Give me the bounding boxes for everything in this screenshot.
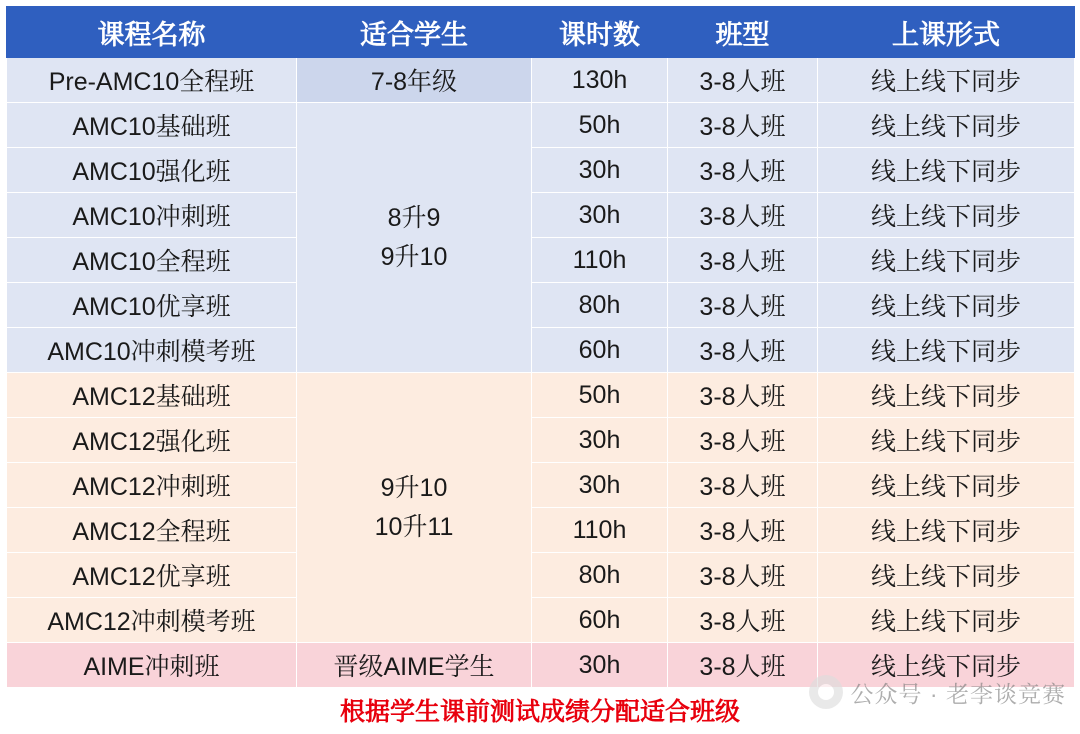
- cell-class-hours: 30h: [532, 148, 668, 193]
- students-line-2: 9升10: [380, 242, 448, 271]
- cell-class-type: 3-8人班: [668, 283, 818, 328]
- header-class-hours: 课时数: [532, 7, 668, 58]
- cell-class-format: 线上线下同步: [818, 283, 1075, 328]
- cell-class-hours: 30h: [532, 463, 668, 508]
- cell-class-hours: 50h: [532, 373, 668, 418]
- cell-class-format: 线上线下同步: [818, 508, 1075, 553]
- table-row: [7, 238, 1075, 283]
- cell-class-format: 线上线下同步: [818, 328, 1075, 373]
- cell-class-type: 3-8人班: [668, 193, 818, 238]
- header-class-type: 班型: [668, 7, 818, 58]
- cell-class-type: 3-8人班: [668, 373, 818, 418]
- cell-course-name: AMC10基础班: [7, 103, 297, 148]
- cell-course-name: AMC10冲刺模考班: [7, 328, 297, 373]
- cell-class-type: 3-8人班: [668, 598, 818, 643]
- cell-target-students: [297, 373, 532, 643]
- table-row: [7, 328, 1075, 373]
- cell-class-type: 3-8人班: [668, 508, 818, 553]
- cell-course-name: AMC12基础班: [7, 373, 297, 418]
- cell-course-name: AMC12优享班: [7, 553, 297, 598]
- cell-class-format: 线上线下同步: [818, 238, 1075, 283]
- table-row: [7, 193, 1075, 238]
- cell-class-format: 线上线下同步: [818, 463, 1075, 508]
- cell-class-type: 3-8人班: [668, 328, 818, 373]
- table-row: [7, 463, 1075, 508]
- cell-course-name: AMC12冲刺班: [7, 463, 297, 508]
- cell-course-name: AMC10优享班: [7, 283, 297, 328]
- cell-class-hours: 60h: [532, 598, 668, 643]
- cell-class-hours: 60h: [532, 328, 668, 373]
- cell-class-format: 线上线下同步: [818, 553, 1075, 598]
- table-row: [7, 373, 1075, 418]
- students-line-2: 10升11: [374, 512, 454, 541]
- table-row: [7, 598, 1075, 643]
- cell-class-hours: 80h: [532, 553, 668, 598]
- cell-course-name: AMC10强化班: [7, 148, 297, 193]
- cell-class-type: 3-8人班: [668, 238, 818, 283]
- header-target-students: 适合学生: [297, 7, 532, 58]
- table-row: [7, 148, 1075, 193]
- cell-course-name: AMC10全程班: [7, 238, 297, 283]
- footer-note: 根据学生课前测试成绩分配适合班级: [339, 698, 740, 726]
- table-row: [7, 418, 1075, 463]
- table-row: [7, 643, 1075, 688]
- cell-class-type: 3-8人班: [668, 553, 818, 598]
- cell-course-name: AIME冲刺班: [7, 643, 297, 688]
- cell-class-format: 线上线下同步: [818, 193, 1075, 238]
- cell-class-type: 3-8人班: [668, 58, 818, 103]
- cell-course-name: AMC10冲刺班: [7, 193, 297, 238]
- header-class-format: 上课形式: [818, 7, 1075, 58]
- students-line-1: 9升10: [380, 473, 448, 502]
- cell-class-format: 线上线下同步: [818, 373, 1075, 418]
- cell-class-hours: 110h: [532, 508, 668, 553]
- table-row: [7, 103, 1075, 148]
- students-line-1: 8升9: [387, 203, 441, 232]
- table-row: [7, 58, 1075, 103]
- cell-class-hours: 80h: [532, 283, 668, 328]
- cell-class-hours: 50h: [532, 103, 668, 148]
- cell-class-format: 线上线下同步: [818, 103, 1075, 148]
- watermark-text: 公众号 · 老李谈竞赛: [850, 680, 1066, 707]
- table-body: [7, 58, 1075, 688]
- cell-class-format: 线上线下同步: [818, 598, 1075, 643]
- cell-course-name: AMC12全程班: [7, 508, 297, 553]
- cell-course-name: AMC12冲刺模考班: [7, 598, 297, 643]
- cell-class-format: 线上线下同步: [818, 418, 1075, 463]
- cell-target-students: 晋级AIME学生: [297, 643, 532, 688]
- cell-course-name: Pre-AMC10全程班: [7, 58, 297, 103]
- cell-class-hours: 30h: [532, 418, 668, 463]
- header-course-name: 课程名称: [7, 7, 297, 58]
- cell-class-type: 3-8人班: [668, 103, 818, 148]
- cell-class-hours: 130h: [532, 58, 668, 103]
- cell-class-type: 3-8人班: [668, 643, 818, 688]
- cell-target-students: 7-8年级: [297, 58, 532, 103]
- cell-course-name: AMC12强化班: [7, 418, 297, 463]
- table-row: [7, 508, 1075, 553]
- cell-class-format: 线上线下同步: [818, 148, 1075, 193]
- cell-class-format: 线上线下同步: [818, 643, 1075, 688]
- table-row: [7, 553, 1075, 598]
- cell-class-hours: 30h: [532, 643, 668, 688]
- table-header-row: [7, 7, 1075, 58]
- cell-class-type: 3-8人班: [668, 418, 818, 463]
- cell-class-type: 3-8人班: [668, 148, 818, 193]
- cell-class-format: 线上线下同步: [818, 58, 1075, 103]
- course-table: [6, 6, 1075, 688]
- table-row: [7, 283, 1075, 328]
- cell-class-type: 3-8人班: [668, 463, 818, 508]
- cell-target-students: [297, 103, 532, 373]
- cell-class-hours: 110h: [532, 238, 668, 283]
- cell-class-hours: 30h: [532, 193, 668, 238]
